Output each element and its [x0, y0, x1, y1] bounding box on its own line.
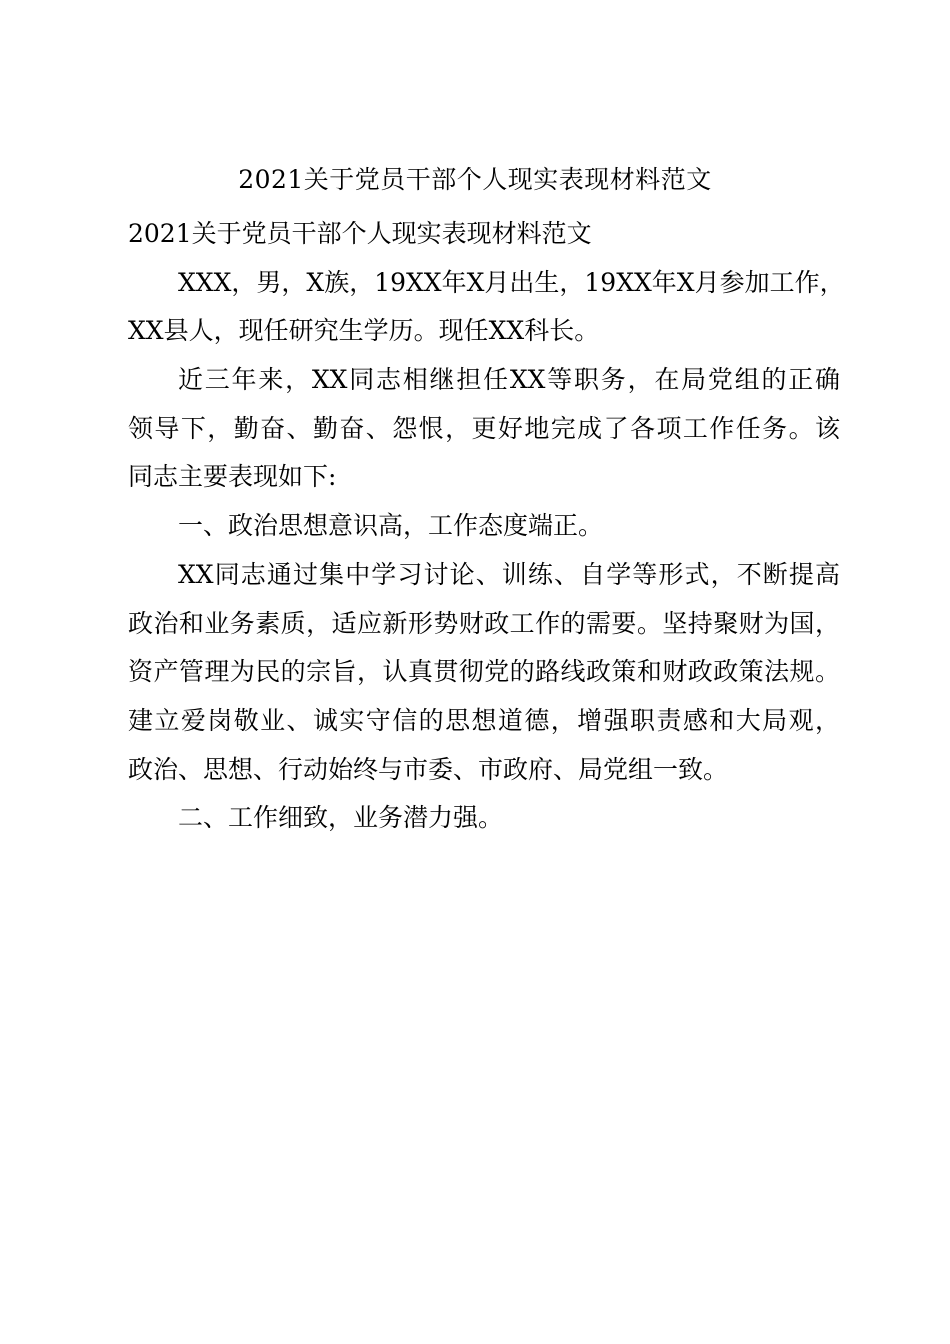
paragraph-line: 建立爱岗敬业、诚实守信的思想道德，增强职责感和大局观， — [128, 705, 840, 735]
paragraph-line: 近三年来，XX同志相继担任XX等职务，在局党组的正确 — [178, 365, 840, 395]
paragraph-line: 同志主要表现如下: — [128, 462, 337, 492]
paragraph-line: XX县人，现任研究生学历。现任XX科长。 — [128, 316, 600, 346]
paragraph-line: 资产管理为民的宗旨，认真贯彻党的路线政策和财政政策法规。 — [128, 657, 840, 687]
subtitle-line: 2021关于党员干部个人现实表现材料范文 — [128, 219, 592, 248]
section-heading: 一、政治思想意识高，工作态度端正。 — [178, 511, 604, 541]
paragraph-line: 政治、思想、行动始终与市委、市政府、局党组一致。 — [128, 754, 729, 784]
document-title: 2021关于党员干部个人现实表现材料范文 — [238, 165, 712, 194]
document-body — [128, 210, 845, 843]
paragraph-line: XXX，男，X族，19XX年X月出生，19XX年X月参加工作， — [178, 267, 845, 297]
paragraph-line: XX同志通过集中学习讨论、训练、自学等形式，不断提高 — [178, 559, 840, 589]
section-heading: 二、工作细致，业务潜力强。 — [178, 803, 504, 833]
paragraph-line: 政治和业务素质，适应新形势财政工作的需要。坚持聚财为国， — [128, 608, 840, 638]
paragraph-line: 领导下，勤奋、勤奋、怨恨，更好地完成了各项工作任务。该 — [128, 413, 840, 443]
